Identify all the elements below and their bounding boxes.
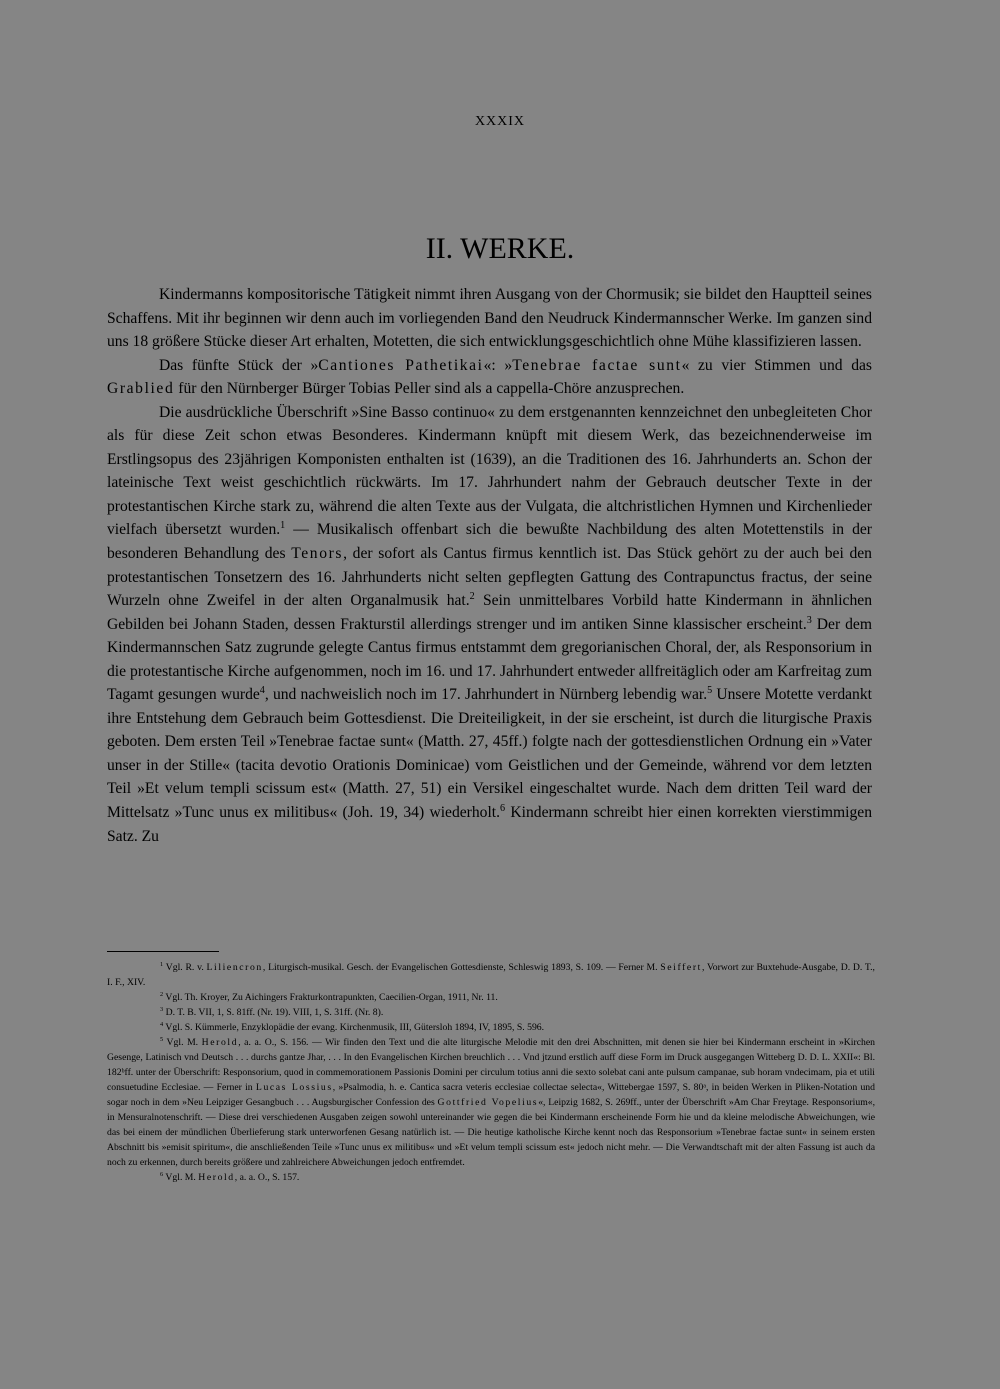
footnote-number: 4: [160, 1020, 164, 1028]
footnote-ref: 2: [469, 590, 475, 602]
footnote-ref: 5: [707, 685, 713, 697]
text-run: für den Nürnberger Bürger Tobias Peller sind als a cappella-Chöre anzusprechen.: [174, 380, 685, 398]
work-title-tenebrae: Tenebrae factae sunt: [512, 356, 682, 374]
author-name: Herold: [198, 1172, 235, 1183]
footnote-number: 3: [160, 1005, 164, 1013]
text-run: Vgl. M.: [166, 1037, 202, 1048]
text-run: Vgl. S. Kümmerle, Enzyklopädie der evang. Kirchenmusik, III, Gütersloh 1894, IV, 1895, S. 596.: [165, 1022, 545, 1033]
text-run: Vgl. R. v.: [165, 962, 207, 973]
paragraph-3: [107, 401, 872, 848]
footnote-number: 1: [160, 960, 164, 968]
section-title: II. WERKE.: [425, 232, 575, 265]
text-run: , a. a. O., S. 156. — Wir finden den Text und die alte liturgische Melodie mit den drei Abschnitten, mit denen sie hier bei Kindermann erscheint in »Kirchen Gesenge, Latinisch vnd Deutsch . . . durchs gantze Jhar, . . . In den Evangelischen Kirchen breuchlich . . . Vnd jtzund erstlich auff diese Form im Druck ausgegangen Witteberg D. D. L. XXII«: Bl. 182ᵇff. unter der Überschrift: Responsorium, quod in commemorationem Passionis Domini per circulum totius anni die sexto solebat cani ante pulsum campanae, sub horam vndecimam, pia et utili consuetudine Ecclesiae. — Ferner in: [107, 1037, 875, 1093]
body-text: [107, 283, 872, 848]
page-number: XXXIX: [474, 114, 526, 129]
text-run: Vgl. M.: [165, 1172, 199, 1183]
footnote-4: [107, 1020, 875, 1035]
footnote-2: [107, 990, 875, 1005]
footnote-3: [107, 1005, 875, 1020]
text-run: , »Psalmodia, h. e. Cantica sacra veteris ecclesiae collectae selecta«, Wittebergae 1597, S. 80ᵃ, in beiden Werken in Pliken-Notation und sogar noch in dem »Neu Leipziger Gesangbuch . . . Augsburgischer Confession des: [107, 1082, 875, 1108]
text-run: Der dem Kindermannschen Satz zugrunde gelegte Cantus firmus entstammt dem gregorianischen Choral, der, als Responsorium in die protestantische Kirche aufgenommen, noch im 16. und 17. Jahrhundert entweder allfreitäglich oder am Karfreitag zum Tagamt gesungen wurde: [107, 615, 872, 704]
text-run: Sein unmittelbares Vorbild hatte Kindermann in ähnlichen Gebilden bei Johann Staden, dessen Frakturstil allerdings strenger und im antiken Sinne klassischer erscheint.: [107, 592, 872, 633]
author-name: Liliencron: [206, 962, 263, 973]
footnote-1: [107, 960, 875, 990]
footnote-6: [107, 1170, 875, 1185]
author-name: Seiffert: [660, 962, 702, 973]
text-run: Vgl. Th. Kroyer, Zu Aichingers Frakturkontrapunkten, Caecilien-Organ, 1911, Nr. 11.: [165, 992, 498, 1003]
footnote-number: 5: [160, 1035, 164, 1043]
text-run: , und nachweislich noch im 17. Jahrhundert in Nürnberg lebendig war.: [264, 686, 708, 704]
text-run: Das fünfte Stück der »: [159, 356, 319, 374]
footnote-ref: 4: [259, 685, 265, 697]
footnote-ref: 1: [280, 520, 286, 532]
footnotes: [107, 960, 875, 1185]
footnote-divider: [107, 951, 219, 952]
text-run: Unsere Motette verdankt ihre Entstehung dem Gebrauch beim Gottesdienst. Die Dreiteiligkeit, in der sie erscheint, ist durch die liturgische Praxis geboten. Dem ersten Teil »Tenebrae factae sunt« (Matth. 27, 45ff.) folgte nach der gottesdienstlichen Ordnung ein »Vater unser in der Stille« (tacita devotio Orationis Dominicae) vom Geistlichen und der Gemeinde, während vor dem letzten Teil »Et velum templi scissum est« (Matth. 27, 51) ein Versikel eingeschaltet wurde. Nach dem dritten Teil ward der Mittelsatz »Tunc unus ex militibus« (Joh. 19, 34) wiederholt.: [107, 686, 872, 822]
text-run: , Vorwort zur Buxtehude-Ausgabe, D. D. T., I. F., XIV.: [107, 962, 875, 988]
text-run: Die ausdrückliche Überschrift »Sine Basso continuo« zu dem erstgenannten kennzeichnet den unbegleiteten Chor als für diese Zeit schon etwas Besonderes. Kindermann knüpft mit diesem Werk, das bezeichnenderweise im Erstlingsopus des 23jährigen Komponisten enthalten ist (1639), an die Traditionen des 16. Jahrhunderts an. Schon der lateinische Text weist geschichtlich rückwärts. Im 17. Jahrhundert nahm der Gebrauch deutscher Texte in der protestantischen Kirche stark zu, während die alten Texte aus der Vulgata, die altchristlichen Hymnen und Kirchenlieder vielfach übersetzt wurden.: [107, 403, 872, 539]
work-title-grablied: Grablied: [107, 380, 175, 398]
footnote-ref: 6: [500, 802, 506, 814]
author-name: Lucas Lossius: [255, 1082, 333, 1093]
text-run: , Liturgisch-musikal. Gesch. der Evangelischen Gottesdienste, Schleswig 1893, S. 109. — Ferner M.: [262, 962, 661, 973]
footnote-number: 6: [160, 1170, 164, 1178]
paragraph-1: Kindermanns kompositorische Tätigkeit nimmt ihren Ausgang von der Chormusik; sie bildet den Hauptteil seines Schaffens. Mit ihr beginnen wir denn auch im vorliegenden Band den Neudruck Kindermannscher Werke. Im ganzen sind uns 18 größere Stücke dieser Art erhalten, Motetten, die sich entwicklungsgeschichtlich ohne Mühe klassifizieren lassen.: [107, 286, 872, 351]
work-title-cantiones: Cantiones Pathetikai: [318, 356, 484, 374]
text-run: , a. a. O., S. 157.: [234, 1172, 300, 1183]
author-name: Gottfried Vopelius: [437, 1097, 539, 1108]
text-run: «, Leipzig 1682, S. 269ff., unter der Überschrift »Am Char Freytage. Responsorium«, in Mensuralnotenschrift. — Diese drei verschiedenen Ausgaben zeigen sowohl untereinander wie gegen die bei Kindermann erscheinende Form hie und da kleine melodische Abweichungen, wie das bei einem der mündlichen Überlieferung stark unterworfenen Gesang natürlich ist. — Die heutige katholische Kirche kennt noch das Responsorium »Tenebrae factae sunt« in seinem ersten Abschnitt bis »emisit spiritum«, die anschließenden Teile »Tunc unus ex militibus« und »Et velum templi scissum est« jedoch nicht mehr. — Die Verwandtschaft mit der alten Fassung ist auch da noch zu erkennen, durch bereits größere und zahlreichere Abweichungen jedoch entfremdet.: [107, 1097, 875, 1168]
text-run: D. T. B. VII, 1, S. 81ff. (Nr. 19). VIII, 1, S. 31ff. (Nr. 8).: [165, 1007, 384, 1018]
paragraph-2: [107, 354, 872, 401]
footnote-5: [107, 1035, 875, 1170]
text-run: — Musikalisch offenbart sich die bewußte Nachbildung des alten Motettenstils in der besonderen Behandlung des: [107, 521, 872, 563]
text-run: , der sofort als Cantus firmus kenntlich ist. Das Stück gehört zu der auch bei den protestantischen Tonsetzern des 16. Jahrhunderts nicht selten gepflegten Gattung des Contrapunctus fractus, der seine Wurzeln ohne Zweifel in der alten Organalmusik hat.: [107, 545, 872, 610]
footnote-ref: 3: [806, 614, 812, 626]
author-name: Herold: [201, 1037, 239, 1048]
footnote-number: 2: [160, 990, 164, 998]
text-run: « zu vier Stimmen und das: [681, 356, 872, 374]
text-run: «: »: [483, 356, 513, 374]
text-run: Kindermann schreibt hier einen korrekten vierstimmigen Satz. Zu: [107, 804, 872, 845]
term-tenors: Tenors: [291, 545, 344, 563]
